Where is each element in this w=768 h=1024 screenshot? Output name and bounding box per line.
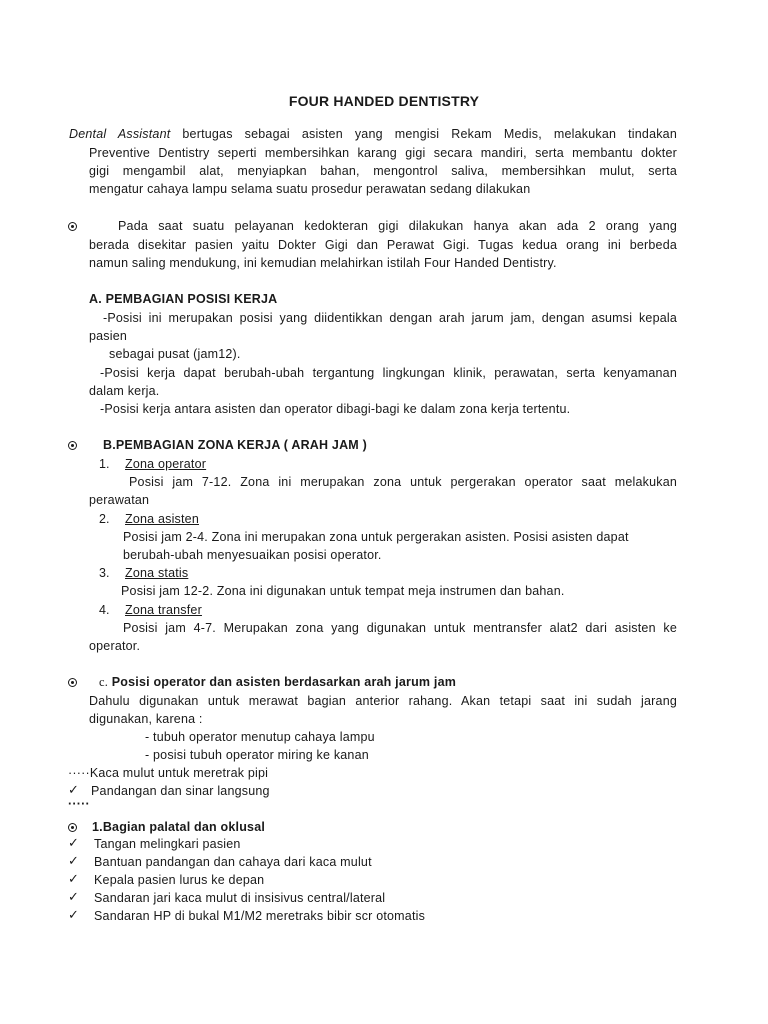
section-a-heading: A. PEMBAGIAN POSISI KERJA [89,292,278,306]
para1-line-3: namun saling mendukung, ini kemudian melahirkan istilah Four Handed Dentistry. [89,256,557,270]
section-c-heading [99,673,456,691]
zone-name: Zona operator [125,457,207,471]
zone-number: 1. [99,457,110,471]
intro-line-3: gigi mengambil alat, menyiapkan bahan, mengontrol saliva, membersihkan mulut, serta [89,164,677,178]
zone-name: Zona asisten [125,512,199,526]
para1-line-2: berada disekitar pasien yaitu Dokter Gigi dan Perawat Gigi. Tugas kedua orang ini berbeda [89,238,677,252]
checkmark-icon: ✓ [68,836,79,851]
dots-separator: ····· [68,797,90,811]
para1-line-1: Pada saat suatu pelayanan kedokteran gigi dilakukan hanya akan ada 2 orang yang [118,219,677,233]
zone-name: Zona transfer [125,603,202,617]
section-c-prefix: c. [99,675,109,689]
zone-desc-line-1: Posisi jam 4-7. Merupakan zona yang digunakan untuk mentransfer alat2 dari asisten ke [123,621,677,635]
check-item: Sandaran jari kaca mulut di insisivus central/lateral [94,891,386,905]
section-a-line-6: -Posisi kerja antara asisten dan operator dibagi-bagi ke dalam zona kerja tertentu. [100,402,571,416]
page-title: FOUR HANDED DENTISTRY [288,93,480,109]
section-c-heading-text: Posisi operator dan asisten berdasarkan arah jarum jam [111,675,457,689]
checkmark-icon: ✓ [68,908,79,923]
circle-bullet-icon [68,678,77,687]
intro-line-4: mengatur cahaya lampu selama suatu prosedur perawatan sedang dilakukan [89,182,531,196]
checkmark-icon: ✓ [68,872,79,887]
section-a-line-4: -Posisi kerja dapat berubah-ubah tergantung lingkungan klinik, perawatan, serta kenyamanan [100,366,677,380]
circle-bullet-icon [68,222,77,231]
circle-bullet-icon [68,441,77,450]
checkmark-icon: ✓ [68,783,79,798]
section-a-line-1: -Posisi ini merupakan posisi yang diidentikkan dengan arah jarum jam, dengan asumsi kepala [103,311,677,325]
zone-desc-line-2: berubah-ubah menyesuaikan posisi operator. [123,548,382,562]
checkmark-icon: ✓ [68,854,79,869]
zone-desc-line-1: Posisi jam 2-4. Zona ini merupakan zona untuk pergerakan asisten. Posisi asisten dapat [123,530,629,544]
zone-name: Zona statis [125,566,189,580]
check-item: Bantuan pandangan dan cahaya dari kaca mulut [94,855,372,869]
intro-line-1-text: bertugas sebagai asisten yang mengisi Rekam Medis, melakukan tindakan [182,127,677,141]
intro-line-1 [69,125,677,143]
check-item: Pandangan dan sinar langsung [91,784,270,798]
zone-desc-line-1: Posisi jam 7-12. Zona ini merupakan zona untuk pergerakan operator saat melakukan [129,475,677,489]
check-item: Kepala pasien lurus ke depan [94,873,265,887]
section-c-line-1: Dahulu digunakan untuk merawat bagian anterior rahang. Akan tetapi saat ini sudah jarang [89,694,677,708]
zone-desc-line-1: Posisi jam 12-2. Zona ini digunakan untuk tempat meja instrumen dan bahan. [121,584,565,598]
zone-number: 3. [99,566,110,580]
section-c-line-4: - posisi tubuh operator miring ke kanan [145,748,369,762]
intro-line-2: Preventive Dentistry seperti membersihkan karang gigi secara mandiri, serta membantu dokter [89,146,677,160]
section-c-line-2: digunakan, karena : [89,712,203,726]
section-a-line-5: dalam kerja. [89,384,160,398]
zone-desc-line-2: perawatan [89,493,150,507]
checkmark-icon: ✓ [68,890,79,905]
zone-number: 4. [99,603,110,617]
zone-desc-line-2: operator. [89,639,141,653]
section-c-line-5: ·····Kaca mulut untuk meretrak pipi [68,766,269,780]
section-a-line-3: sebagai pusat (jam12). [109,347,241,361]
section-a-line-2: pasien [89,329,128,343]
section-1-heading: 1.Bagian palatal dan oklusal [92,820,266,834]
zone-number: 2. [99,512,110,526]
section-c-line-3: - tubuh operator menutup cahaya lampu [145,730,375,744]
check-item: Sandaran HP di bukal M1/M2 meretraks bibir scr otomatis [94,909,426,923]
circle-bullet-icon [68,823,77,832]
section-b-heading: B.PEMBAGIAN ZONA KERJA ( ARAH JAM ) [103,438,367,452]
check-item: Tangan melingkari pasien [94,837,241,851]
intro-lead: Dental Assistant [69,127,171,141]
